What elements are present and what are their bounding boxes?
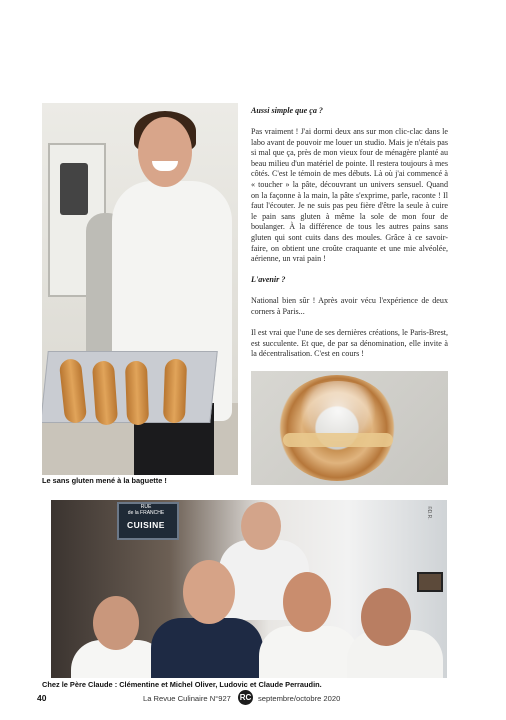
magazine-title: La Revue Culinaire N°927 [143, 694, 231, 703]
street-sign-line3: CUISINE [127, 520, 165, 530]
street-sign-line1: RUE [140, 504, 152, 510]
article-paragraph-1: Pas vraiment ! J'ai dormi deux ans sur mon clic-clac dans le labo avant de pouvoir me louer un studio. Mais je n'étais pas si mal que ça, près de mon vieux four de ménagère planté au beau milieu d'un matériel de pointe. Il restera toujours à mes côtés. C'est le témoin de mes débuts. Là où j'ai commencé à « toucher » la pâte, découvrant un univers sensuel. Quand on la façonne à la main, la pâte s'exprime, parle, raconte ! Il faut l'écouter. Je ne suis pas peu fière d'être la seule à cuire le pain sans gluten à même la sole de mon four de boulanger. À la différence de tous les autres pains sans gluten qui sont cuits dans des moules. Grâce à ce savoir-faire, on obtient une croûte craquante et une mie alvéolée, aérienne, un vrai pain ! [251, 127, 448, 264]
photo1-caption: Le sans gluten mené à la baguette ! [42, 476, 167, 485]
article-paragraph-3: Il est vrai que l'une de ses dernières créations, le Paris-Brest, est succulente. Et que, de par sa dénomination, elle invite à la décentralisation. C'est en cours ! [251, 328, 448, 359]
photo-credit: ©D.R. [426, 506, 432, 520]
page-number: 40 [37, 693, 47, 703]
photo3-caption: Chez le Père Claude : Clémentine et Michel Oliver, Ludovic et Claude Perraudin. [42, 680, 322, 689]
magazine-logo-icon: RC [238, 690, 253, 705]
article-text-column [251, 106, 448, 370]
chef-baguette-photo [42, 103, 238, 475]
street-sign-line2: de la FRANCHE [127, 510, 165, 516]
article-paragraph-2: National bien sûr ! Après avoir vécu l'expérience de deux corners à Paris... [251, 296, 448, 316]
issue-date: septembre/octobre 2020 [258, 694, 341, 703]
article-heading-avenir: L'avenir ? [251, 275, 286, 285]
paris-brest-photo [251, 371, 448, 485]
group-photo [51, 500, 447, 678]
article-heading-simple: Aussi simple que ça ? [251, 106, 323, 115]
wall-frame [417, 572, 443, 592]
